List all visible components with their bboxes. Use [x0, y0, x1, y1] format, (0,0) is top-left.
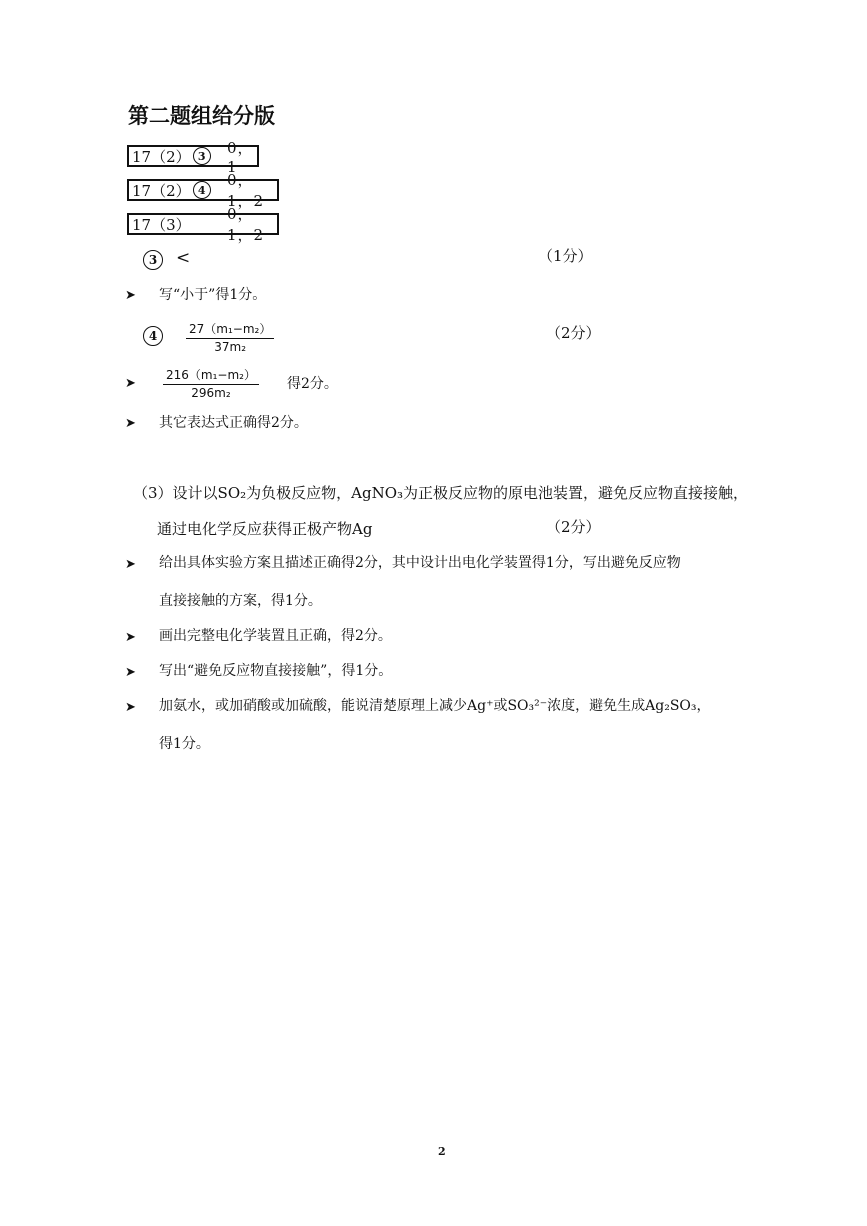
bullet-icon: ➤	[125, 630, 136, 645]
page-title: 第二题组给分版	[128, 103, 275, 128]
bullet-icon: ➤	[125, 416, 136, 431]
score-values: 0，1，2	[227, 171, 265, 210]
fraction-numerator: 27（m₁−m₂）	[186, 320, 274, 339]
bullet-text-1: 给出具体实验方案且描述正确得2分，其中设计出电化学装置得1分，写出避免反应物	[159, 555, 681, 571]
alt-answer-fraction	[163, 364, 259, 400]
bullet-text-1-cont: 直接接触的方案，得1分。	[159, 593, 322, 609]
score-1: （1分）	[538, 247, 593, 265]
bullet-icon: ➤	[125, 288, 136, 303]
bullet-icon: ➤	[125, 665, 136, 680]
part3-line1: （3）设计以SO₂为负极反应物，AgNO₃为正极反应物的原电池装置，避免反应物直接接触，	[133, 484, 749, 502]
alt-answer-score: 得2分。	[287, 376, 338, 392]
bullet-icon: ➤	[125, 376, 136, 391]
bullet-icon: ➤	[125, 557, 136, 572]
circled-number-3: 3	[143, 250, 163, 270]
question-label: 17（3）	[132, 215, 191, 234]
fraction-numerator: 216（m₁−m₂）	[163, 366, 259, 385]
bullet-text-4-cont: 得1分。	[159, 736, 210, 752]
circled-number: 4	[193, 181, 211, 199]
bullet-icon: ➤	[125, 700, 136, 715]
bullet-text-2: 画出完整电化学装置且正确，得2分。	[159, 628, 392, 644]
score-box-17-3	[127, 205, 279, 244]
part3-score: （2分）	[546, 518, 601, 536]
score-box-17-2-3	[127, 138, 259, 176]
answer-less-than: <	[176, 248, 191, 268]
score-2: （2分）	[546, 324, 601, 342]
note-xiaoyu: 写“小于”得1分。	[159, 287, 267, 303]
fraction-denominator: 37m₂	[214, 340, 247, 354]
score-box-17-2-4	[127, 171, 279, 210]
part3-line2: 通过电化学反应获得正极产物Ag	[157, 520, 373, 538]
circled-number: 3	[193, 147, 211, 165]
bullet-text-4: 加氨水，或加硝酸或加硫酸，能说清楚原理上减少Ag⁺或SO₃²⁻浓度，避免生成Ag₂SO₃，	[159, 698, 711, 714]
page-number: 2	[438, 1145, 446, 1158]
fraction-denominator: 296m₂	[191, 386, 231, 400]
bullet-text-3: 写出“避免反应物直接接触”，得1分。	[159, 663, 393, 679]
question-label: 17（2）	[132, 147, 191, 166]
score-values: 0，1，2	[227, 205, 265, 244]
answer-fraction	[186, 318, 274, 354]
score-values: 0，1	[227, 138, 254, 176]
circled-number-4: 4	[143, 326, 163, 346]
note-other-expressions: 其它表达式正确得2分。	[159, 415, 308, 431]
question-label: 17（2）	[132, 181, 191, 200]
